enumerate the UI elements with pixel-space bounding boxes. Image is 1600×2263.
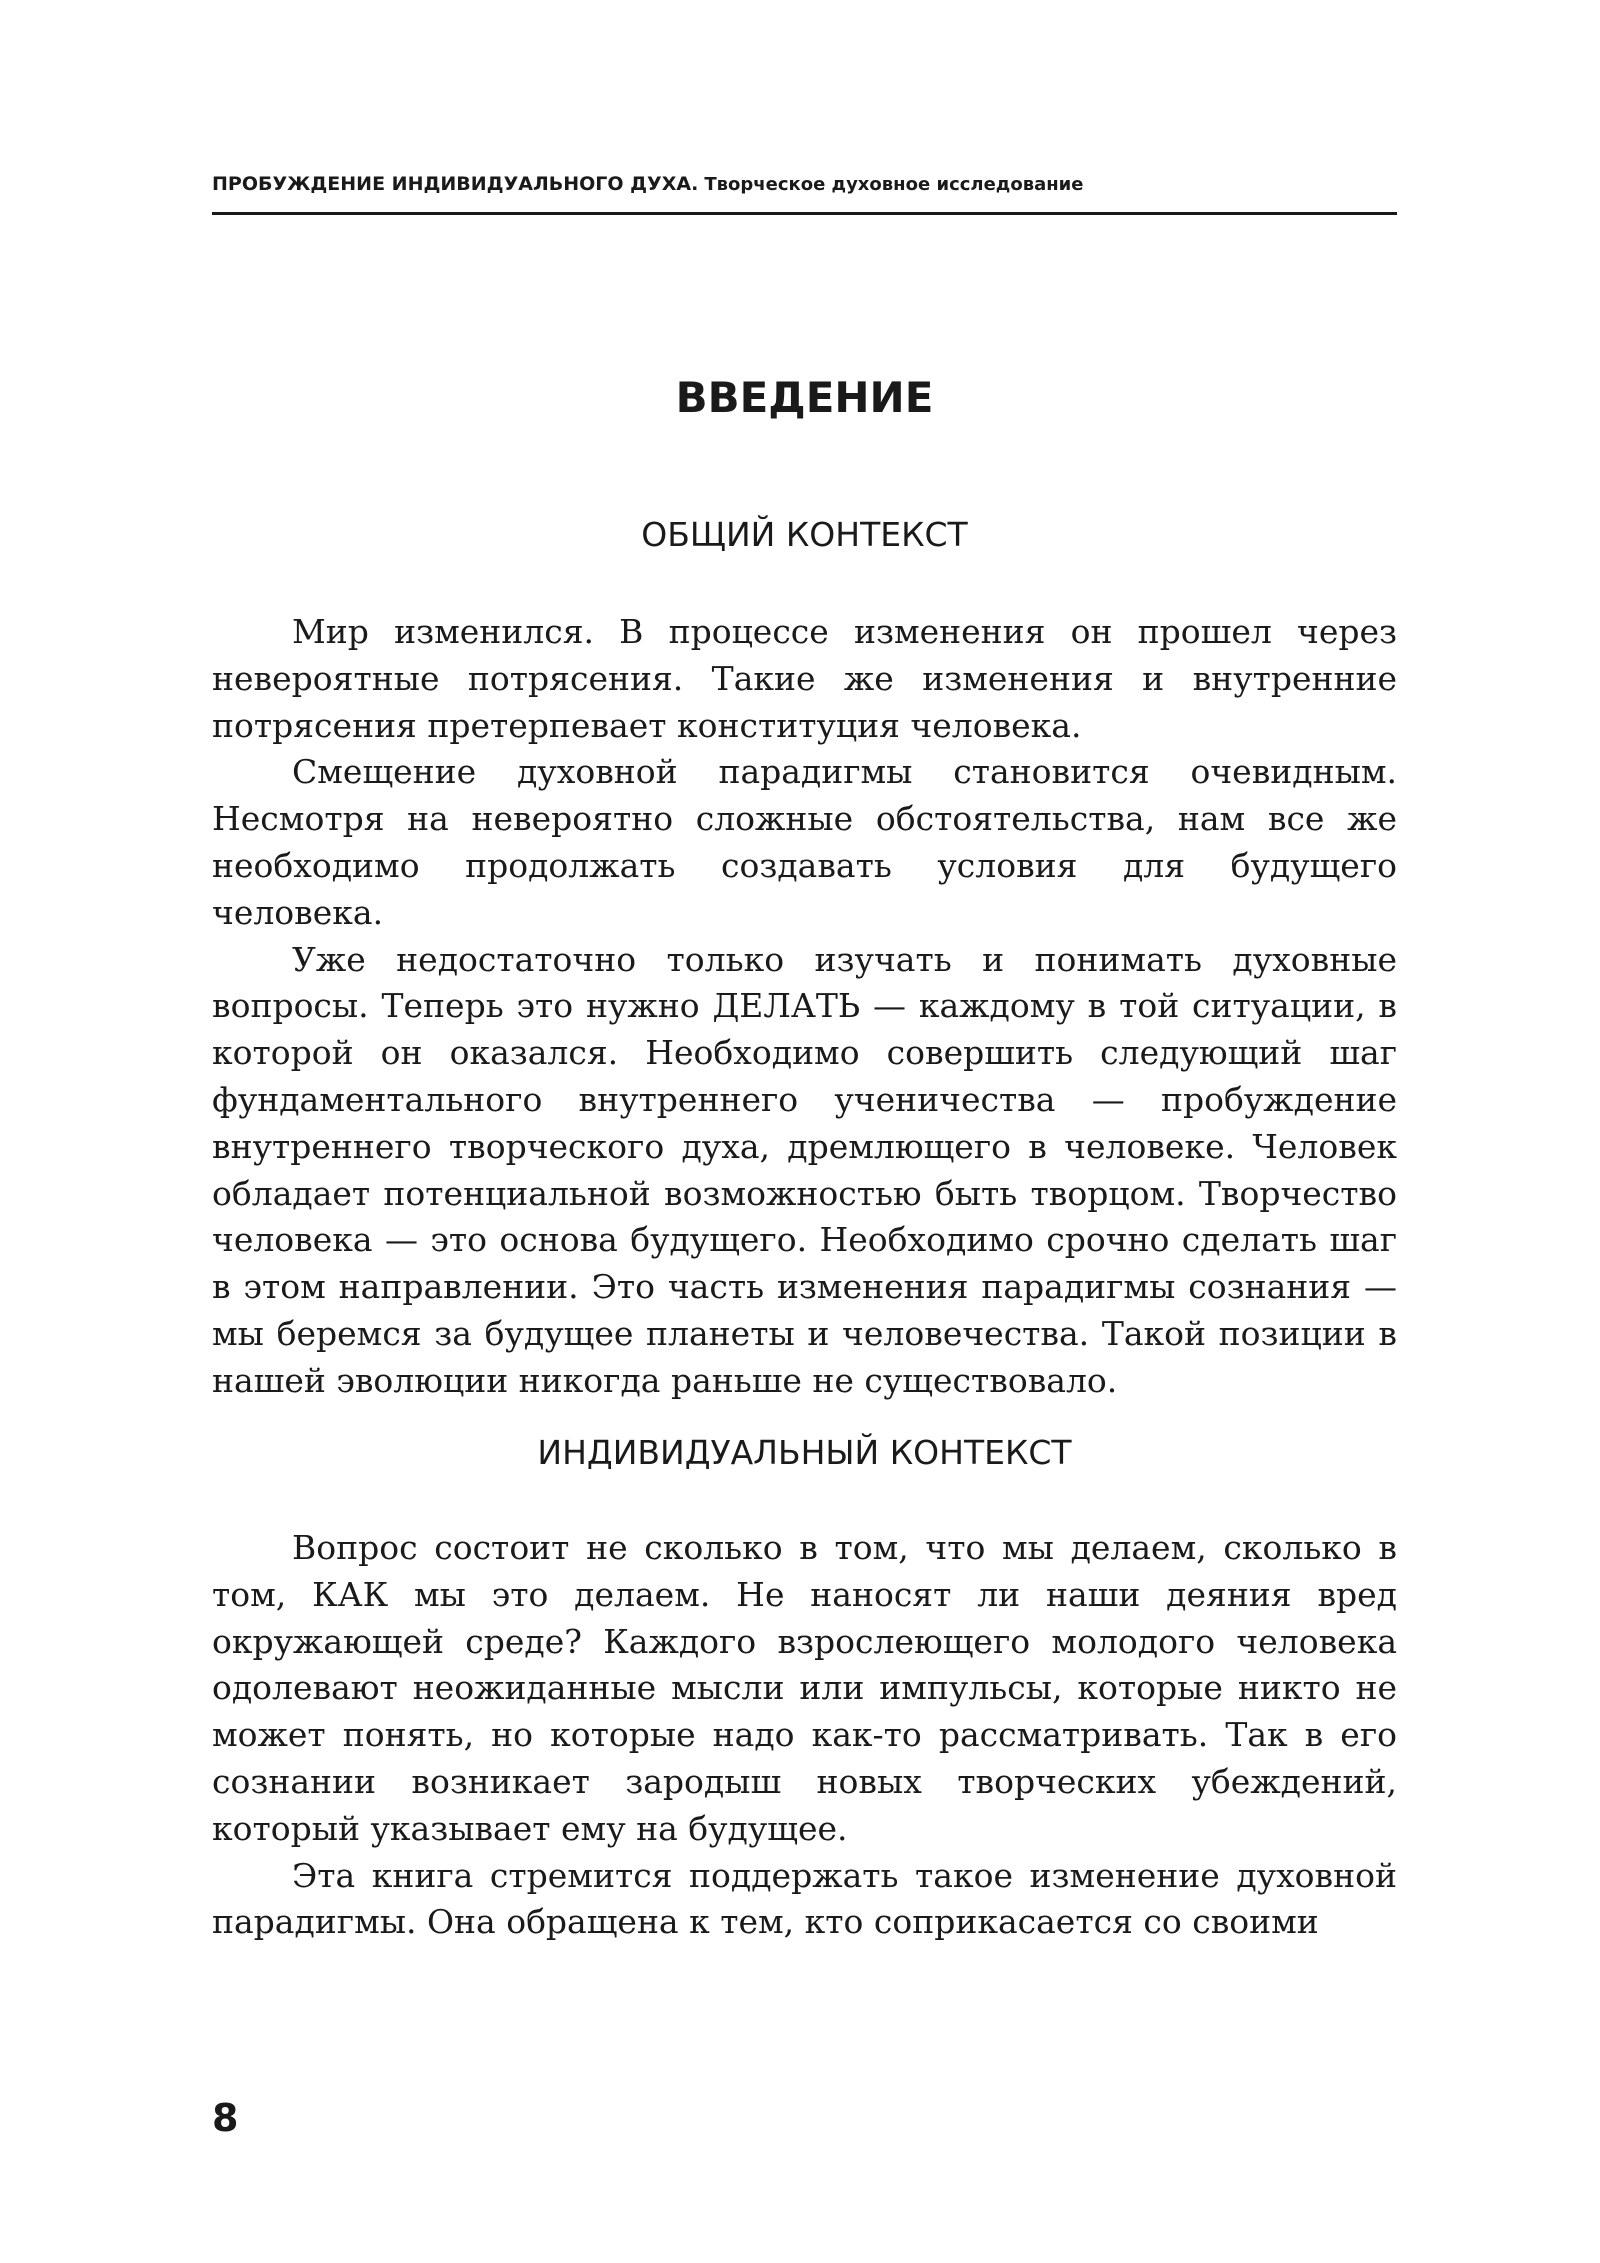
section-heading-general-context: ОБЩИЙ КОНТЕКСТ [641, 515, 968, 554]
section-body-general-context [212, 609, 1397, 1405]
paragraph: Вопрос состоит не сколько в том, что мы делаем, сколько в том, КАК мы это делаем. Не наносят ли наши деяния вред окружающей среде? Каждого взрослеющего молодого человека одолевают неожиданные мысли или импульсы, которые никто не может понять, но которые надо как-то рассматривать. Так в его сознании возникает зародыш новых творческих убеждений, который указывает ему на будущее. [212, 1528, 1397, 1848]
paragraph: Смещение духовной парадигмы становится очевидным. Несмотря на невероятно сложные обстоятельства, нам все же необходимо продолжать создавать условия для будущего человека. [212, 752, 1397, 932]
running-head-subtitle: Творческое духовное исследование [704, 174, 1084, 195]
section-heading-individual-context: ИНДИВИДУАЛЬНЫЙ КОНТЕКСТ [537, 1433, 1072, 1472]
paragraph: Мир изменился. В процессе изменения он прошел через невероятные потрясения. Такие же изменения и внутренние потрясения претерпевает конституция человека. [212, 612, 1397, 745]
chapter-title: ВВЕДЕНИЕ [675, 373, 934, 422]
section-body-individual-context [212, 1525, 1397, 1946]
page-number: 8 [212, 2096, 239, 2140]
header-rule [212, 212, 1397, 215]
paragraph: Уже недостаточно только изучать и понимать духовные вопросы. Теперь это нужно ДЕЛАТЬ — каждому в той ситуации, в которой он оказался. Необходимо совершить следующий шаг фундаментального внутреннего ученичества — пробуждение внутреннего творческого духа, дремлющего в человеке. Человек обладает потенциальной возможностью быть творцом. Творчество человека — это основа будущего. Необходимо срочно сделать шаг в этом направлении. Это часть изменения парадигмы сознания — мы беремся за будущее планеты и человечества. Такой позиции в нашей эволюции никогда раньше не существовало. [212, 939, 1397, 1400]
paragraph: Эта книга стремится поддержать такое изменение духовной парадигмы. Она обращена к тем, кто соприкасается со своими [212, 1855, 1397, 1942]
running-head [212, 172, 1397, 197]
running-head-title: ПРОБУЖДЕНИЕ ИНДИВИДУАЛЬНОГО ДУХА. [212, 173, 699, 195]
